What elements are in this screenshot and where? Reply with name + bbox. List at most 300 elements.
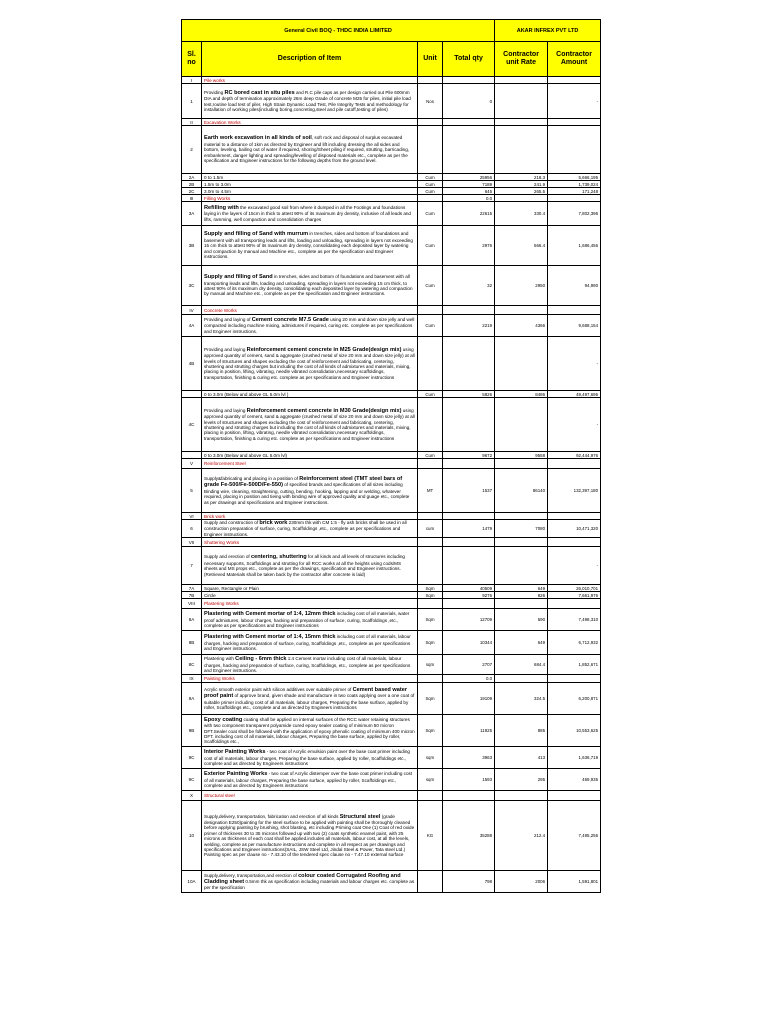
rate-cell	[495, 398, 548, 452]
section-number: V	[182, 459, 202, 469]
item-row	[182, 84, 601, 119]
amount-cell: 10,553,625	[548, 715, 601, 747]
description-emphasis: centering, shuttering	[251, 554, 307, 561]
amount-cell: 92,444,976	[548, 452, 601, 459]
amount-cell	[548, 306, 601, 315]
amount-cell: 1,686,456	[548, 226, 601, 266]
section-title: Pile works	[202, 77, 418, 84]
section-number: VI	[182, 513, 202, 520]
item-number: 7	[182, 547, 202, 585]
amount-cell: -	[548, 398, 601, 452]
item-row	[182, 683, 601, 715]
section-title: Filling Works	[202, 195, 418, 202]
unit-cell	[418, 599, 443, 609]
item-row	[182, 202, 601, 226]
amount-cell: 7,495,256	[548, 801, 601, 871]
qty-cell: 1593	[443, 769, 495, 791]
item-description	[202, 520, 418, 538]
rate-cell	[495, 459, 548, 469]
qty-cell: 0.0	[443, 675, 495, 683]
rate-cell: 265.5	[495, 188, 548, 195]
description-body: and R.C pile caps as per design carried out Pile 600mm DIA and depth of termination approximately 26m deep Grade of concrete M25 for piles, initial pile load test,routine load test of piler, High Strain Dynamic Load Test, Pile Integrity Tests and methodology for installation of working piles(including boring,concreting,steel and pile cutoff,testing of piles)	[204, 89, 411, 112]
section-title: Shuttering Works	[202, 538, 418, 547]
unit-cell: Nos	[418, 84, 443, 119]
qty-cell	[443, 791, 495, 801]
col-total-qty: Total qty	[443, 42, 495, 77]
amount-cell: 1,591,801	[548, 871, 601, 893]
rate-cell	[495, 675, 548, 683]
item-number: 10	[182, 801, 202, 871]
amount-cell: 132,397,180	[548, 469, 601, 513]
rate-cell: 590	[495, 609, 548, 631]
rate-cell: 212.4	[495, 801, 548, 871]
description-lead: Providing and laying of	[204, 316, 252, 322]
section-row	[182, 459, 601, 469]
amount-cell: 1,739,024	[548, 181, 601, 188]
unit-cell	[418, 675, 443, 683]
description-lead: Acrylic smooth exterior paint with silicon additives over suitable primer of	[204, 686, 353, 692]
col-rate: Contractor unit Rate	[495, 42, 548, 77]
unit-cell: sqm	[418, 747, 443, 769]
description-lead: Supply and construction of	[204, 520, 260, 525]
qty-cell: 9672	[443, 452, 495, 459]
section-row	[182, 538, 601, 547]
description-body: using approved quantity of cement, sand & aggregate (crushed metal of size 20 mm and down size jelly) at all levels of structures and shapes excluding the cost of reinforcement and fabricating, centering, shuttering and strutting charges but including the cost of all kinds of admixtures and materials, mixing, placing in position, lifting, vibrating, needle vibrated consolidation,necessary scaffoldings, transportation, finishing & curing etc. complete as per specifications and Engineer instructions	[204, 346, 415, 380]
item-number: 5	[182, 469, 202, 513]
item-description	[202, 715, 418, 747]
item-row	[182, 769, 601, 791]
boq-body	[182, 20, 601, 893]
section-row	[182, 77, 601, 84]
section-number: IV	[182, 306, 202, 315]
amount-cell: 7,498,310	[548, 609, 601, 631]
item-number: 7B	[182, 592, 202, 599]
qty-cell	[443, 459, 495, 469]
item-row	[182, 655, 601, 675]
qty-cell	[443, 126, 495, 174]
sub-item-row	[182, 188, 601, 195]
item-number: 3A	[182, 202, 202, 226]
sub-item-row	[182, 181, 601, 188]
item-description: 0 to 1.5m	[202, 174, 418, 181]
qty-cell: 19109	[443, 683, 495, 715]
boq-table	[181, 19, 601, 893]
unit-cell: Sqm	[418, 631, 443, 655]
item-number: 2C	[182, 188, 202, 195]
item-description	[202, 202, 418, 226]
section-row	[182, 675, 601, 683]
description-emphasis: Cement based water proof paint	[204, 686, 407, 700]
amount-cell: 6,712,932	[548, 631, 601, 655]
qty-cell: 10344	[443, 631, 495, 655]
item-description	[202, 871, 418, 893]
section-row	[182, 599, 601, 609]
item-row	[182, 520, 601, 538]
qty-cell: 11925	[443, 715, 495, 747]
rate-cell: 330.4	[495, 202, 548, 226]
item-row	[182, 337, 601, 391]
item-number: 2	[182, 126, 202, 174]
amount-cell: 1,636,719	[548, 747, 601, 769]
qty-cell: 3963	[443, 747, 495, 769]
amount-cell: -	[548, 547, 601, 585]
unit-cell	[418, 871, 443, 893]
amount-cell	[548, 459, 601, 469]
rate-cell	[495, 791, 548, 801]
unit-cell: Cum	[418, 174, 443, 181]
item-number: 2A	[182, 174, 202, 181]
unit-cell	[418, 791, 443, 801]
item-description	[202, 315, 418, 337]
qty-cell: 35288	[443, 801, 495, 871]
section-title: Concrete Works	[202, 306, 418, 315]
section-number: IX	[182, 675, 202, 683]
description-lead: Supply&fabricating and placing in a position of	[204, 475, 300, 481]
item-row	[182, 266, 601, 306]
qty-cell: 798	[443, 871, 495, 893]
rate-cell: 684.4	[495, 655, 548, 675]
qty-cell: 40509	[443, 585, 495, 592]
col-amount: Contractor Amount	[548, 42, 601, 77]
description-emphasis: Refilling with	[204, 204, 239, 211]
section-row	[182, 195, 601, 202]
contractor-name: AKAR INFREX PVT LTD	[495, 20, 601, 42]
unit-cell: Cum	[418, 452, 443, 459]
amount-cell: 171,248	[548, 188, 601, 195]
description-body: coating shall be applied on internal surfaces of the RCC water retaining structures with two component transparent polyamide cured epoxy sealer coating of minimum 50 micron DFT.Sealer coat shall be followed with the application of epoxy phenolic coating of minimum 400 micron DFT. including cost of all materials, labour charges, Preparing the base surface, applied by roller, Scaffoldings etc.,	[204, 716, 415, 745]
qty-cell: 2219	[443, 315, 495, 337]
unit-cell: MT	[418, 469, 443, 513]
item-description: 0 to 3.0m (Below and above GL 5.0m lvl)	[202, 452, 418, 459]
description-lead: Supply,delivery, transportation,and erection of	[204, 872, 299, 878]
amount-cell: 7,661,976	[548, 592, 601, 599]
section-number: VII	[182, 538, 202, 547]
description-body: - two coat of Acrylic distemper over the base coat primer including cost of all materials, labour charges, Preparing the base surface, applied by roller, Scaffoldings etc., complete and as directed by Engineers instructions	[204, 771, 413, 788]
section-title: Plastering Works	[202, 599, 418, 609]
description-emphasis: Reinforcement steel (TMT steel bars of grade Fe-500/Fe-500D/Fe-550)	[204, 475, 403, 489]
item-number: 4A	[182, 315, 202, 337]
amount-cell: 9,688,154	[548, 315, 601, 337]
unit-cell	[418, 459, 443, 469]
unit-cell: Cum	[418, 391, 443, 398]
sub-item-row	[182, 452, 601, 459]
description-lead: Providing	[204, 89, 225, 95]
item-number: 4B	[182, 337, 202, 391]
description-body: of specified brands and specifications of all sizes including Binding wire, cleaning, straightening, cutting, bending, hooking, lapping and or welding, whatever required, placing in position and tieing with binding wire of approved quality and guage etc., complete as per drawings and specifications and Engineer instructions.	[204, 482, 410, 505]
description-emphasis: Epoxy coating	[204, 716, 243, 723]
section-title: Excavation Works	[202, 119, 418, 126]
amount-cell: 10,471,320	[548, 520, 601, 538]
item-number: 6	[182, 520, 202, 538]
section-number: III	[182, 195, 202, 202]
description-emphasis: Interior Painting Works	[204, 749, 266, 756]
item-description	[202, 126, 418, 174]
unit-cell	[418, 119, 443, 126]
description-lead: Providing and laying	[204, 407, 247, 413]
item-number: 8A	[182, 609, 202, 631]
amount-cell: -	[548, 337, 601, 391]
qty-cell: 0.0	[443, 195, 495, 202]
column-header-row	[182, 42, 601, 77]
qty-cell: 22615	[443, 202, 495, 226]
unit-cell	[418, 398, 443, 452]
item-description	[202, 226, 418, 266]
section-number: VIII	[182, 599, 202, 609]
rate-cell	[495, 84, 548, 119]
amount-cell	[548, 599, 601, 609]
qty-cell	[443, 513, 495, 520]
unit-cell: Sqm	[418, 609, 443, 631]
unit-cell	[418, 306, 443, 315]
rate-cell: 324.5	[495, 683, 548, 715]
item-number: 1	[182, 84, 202, 119]
amount-cell: 94,990	[548, 266, 601, 306]
item-row	[182, 715, 601, 747]
item-description: 0 to 3.0m (Below and above GL 5.0m lvl )	[202, 391, 418, 398]
description-body: - two coat of Acrylic emulsion paint over the base coat primer including cost of all materials, labour charges, Preparing the base surface, applied by roller, Scaffoldings etc., complete and as directed by Engineers instructions	[204, 749, 410, 766]
unit-cell	[418, 547, 443, 585]
unit-cell: Cum	[418, 315, 443, 337]
col-unit: Unit	[418, 42, 443, 77]
qty-cell	[443, 599, 495, 609]
item-row	[182, 631, 601, 655]
description-body: (grade designation E250)painting for the steel surface to be applied with painting shall be thoroughly cleaned before applying painting by brushing, shot blasting, etc including Priming coat One (1) Coat of red oxide primer of thickness 30 to 35 microns followed up with two (2) coats synthetic enamel paint, with 25 microns as thickness of each coat shall be applied.includes all materials, labour cost, at all the levels, welding, complete as per manufacture instructions and complete in all respect as per drawings and specifications and Engineer instructions(SAIL, JSW Steel Ltd, Jindal Steel & Power, Tata steel Ltd.) Painting spec as per clause no - 7.43.10 of the tendered spec clause no - 7.47.10 external surface	[204, 813, 415, 858]
unit-cell	[418, 337, 443, 391]
col-sl-no: Sl. no	[182, 42, 202, 77]
rate-cell	[495, 538, 548, 547]
amount-cell	[548, 675, 601, 683]
amount-cell: 5,666,195	[548, 174, 601, 181]
item-description: Square, Rectangle or Plain	[202, 585, 418, 592]
rate-cell: 8486	[495, 391, 548, 398]
unit-cell: Cum	[418, 226, 443, 266]
rate-cell: 86140	[495, 469, 548, 513]
description-lead: Supply,delivery, transportation, fabrication and erection of all kinds	[204, 813, 340, 819]
item-row	[182, 398, 601, 452]
col-description: Description of Item	[202, 42, 418, 77]
amount-cell: 469,935	[548, 769, 601, 791]
unit-cell	[418, 195, 443, 202]
description-emphasis: Supply and filling of Sand	[204, 274, 273, 281]
rate-cell: 7080	[495, 520, 548, 538]
rate-cell: 826	[495, 592, 548, 599]
rate-cell	[495, 337, 548, 391]
rate-cell	[495, 599, 548, 609]
amount-cell: 26,010,701	[548, 585, 601, 592]
item-number: 3C	[182, 266, 202, 306]
qty-cell: 9276	[443, 592, 495, 599]
qty-cell	[443, 119, 495, 126]
description-lead: Supply and erection of	[204, 554, 251, 560]
section-number: II	[182, 119, 202, 126]
description-emphasis: brick work	[259, 520, 288, 526]
rate-cell: 885	[495, 715, 548, 747]
rate-cell	[495, 77, 548, 84]
amount-cell	[548, 538, 601, 547]
rate-cell: 649	[495, 585, 548, 592]
item-description	[202, 747, 418, 769]
unit-cell	[418, 77, 443, 84]
unit-cell: cum	[418, 520, 443, 538]
description-body: using 20 mm and down size jelly and well compacted including machine mixing, admixtures if required, curing etc. complete as per specifications and Engineer instructions.	[204, 316, 415, 334]
unit-cell: Cum	[418, 188, 443, 195]
section-title: Brick work	[202, 513, 418, 520]
description-emphasis: colour coated Corrugated Roofing and Cladding sheet	[204, 872, 401, 886]
section-title: Painting Works	[202, 675, 418, 683]
description-body: in trenches, sides and bottom of foundations and basement with all transporting leads and lifts, loading and unloading, spreading in layers not exceeding 15 cm thick to attest 90% of its maximum dry density, consolidating each deposited layer by watering and compaction by manual and Machine etc., complete as per the specification and Engineer instructions.	[204, 231, 413, 260]
unit-cell: Cum	[418, 181, 443, 188]
rate-cell: 2950	[495, 266, 548, 306]
item-description	[202, 398, 418, 452]
item-description	[202, 609, 418, 631]
description-lead: Providing and laying	[204, 346, 247, 352]
item-description	[202, 547, 418, 585]
sub-item-row	[182, 391, 601, 398]
title-row	[182, 20, 601, 42]
qty-cell: 25956	[443, 174, 495, 181]
amount-cell: 7,802,396	[548, 202, 601, 226]
item-number: 9C	[182, 747, 202, 769]
amount-cell: 1,852,671	[548, 655, 601, 675]
qty-cell	[443, 398, 495, 452]
item-row	[182, 469, 601, 513]
description-emphasis: RC bored cast in situ piles	[224, 89, 295, 96]
amount-cell: 6,200,871	[548, 683, 601, 715]
description-emphasis: Plastering with Cement mortar of 1:4, 12mm thick	[204, 611, 336, 618]
qty-cell: 5826	[443, 391, 495, 398]
qty-cell	[443, 77, 495, 84]
qty-cell: 0	[443, 84, 495, 119]
description-emphasis: Supply and filling of Sand with murrum	[204, 231, 309, 238]
qty-cell: 7189	[443, 181, 495, 188]
description-body: , soft rock and disposal of surplus excavated material to a distance of 1km as directed by Engineer and lift including dressing the all sides and bottom, leveling, bailing out of water if required, shoring/Sheet piling if required, strutting, barricading, embankment, danger lighting and spreading/levelling of disposed materials etc., complete as per the specification and Engineer instructions for the following depths from the ground level.	[204, 135, 410, 164]
rate-cell: 218.3	[495, 174, 548, 181]
rate-cell: 241.9	[495, 181, 548, 188]
unit-cell: Sqm	[418, 592, 443, 599]
unit-cell	[418, 126, 443, 174]
item-number: 7A	[182, 585, 202, 592]
item-number: 9B	[182, 715, 202, 747]
amount-cell	[548, 513, 601, 520]
amount-cell	[548, 119, 601, 126]
item-row	[182, 871, 601, 893]
item-description: 1.5m to 3.0m	[202, 181, 418, 188]
item-row	[182, 609, 601, 631]
rate-cell	[495, 547, 548, 585]
amount-cell	[548, 126, 601, 174]
section-title: Reinforcement Steel	[202, 459, 418, 469]
section-row	[182, 513, 601, 520]
rate-cell	[495, 126, 548, 174]
section-row	[182, 119, 601, 126]
item-number	[182, 452, 202, 459]
amount-cell: 49,497,696	[548, 391, 601, 398]
qty-cell: 2707	[443, 655, 495, 675]
unit-cell: Cum	[418, 266, 443, 306]
rate-cell	[495, 195, 548, 202]
description-emphasis: Reinforcement cement concrete in M30 Grade(design mix)	[246, 407, 402, 414]
amount-cell	[548, 791, 601, 801]
document-title: General Civil BOQ - THDC INDIA LIMITED	[182, 20, 495, 42]
unit-cell: KG	[418, 801, 443, 871]
description-body: the excavated good soil from where it dumped in all the Footings and foundations laying in the layers of 15cm in thick to attest 90% of its maximum dry density, inclusive of all leads and lifts, ramming, well compaction and consolidation charges	[204, 204, 411, 222]
description-body: in trenches, sides and bottom of foundations and basement with all transporting leads and lifts, loading and unloading, spreading in layers not exceeding 15 cm thick, to attest 90% of its maximum dry density, consolidating each deposited layer by watering and compaction by manual and Machine etc., complete as per the specification and Engineer instructions.	[204, 274, 413, 297]
section-row	[182, 306, 601, 315]
section-row	[182, 791, 601, 801]
unit-cell: sqm	[418, 769, 443, 791]
qty-cell: 12709	[443, 609, 495, 631]
description-body: 230mm thk with CM 1:5 - fly ash bricks shall be used in all construction preparation of surface, curing, Scaffoldings ,etc., complete as per specifications and Engineer instructions.	[204, 520, 407, 537]
section-number: X	[182, 791, 202, 801]
item-description	[202, 469, 418, 513]
rate-cell: 4366	[495, 315, 548, 337]
qty-cell	[443, 538, 495, 547]
rate-cell: 649	[495, 631, 548, 655]
item-row	[182, 801, 601, 871]
item-description	[202, 655, 418, 675]
unit-cell	[418, 538, 443, 547]
item-description: Circle	[202, 592, 418, 599]
unit-cell: Sqm	[418, 585, 443, 592]
section-title: Structural steel	[202, 791, 418, 801]
description-body: including cost of all materials, labour charges, hacking and preparation of surface, curing, Scaffoldings ,etc., complete as per specifications and Engineer instructions.	[204, 634, 411, 651]
description-body: of approve brand, given shade and manufacture in two coats applying over a one coat of suitable primer including cost of all materials, labour charges, Preparing the base surface, applied by roller, Scaffoldings etc., complete and as directed by Engineers instructions	[204, 693, 415, 711]
rate-cell: 566.4	[495, 226, 548, 266]
unit-cell: Cum	[418, 202, 443, 226]
item-row	[182, 315, 601, 337]
item-description	[202, 337, 418, 391]
description-emphasis: Ceiling - 6mm thick	[235, 656, 287, 663]
item-number: 2B	[182, 181, 202, 188]
rate-cell: 413	[495, 747, 548, 769]
item-description	[202, 769, 418, 791]
qty-cell: 32	[443, 266, 495, 306]
amount-cell	[548, 195, 601, 202]
description-body: including cost of all materials, water proof admixtures, labour charges, hacking and preparation of surface, curing, Scaffoldings ,etc., complete as per specifications and Engineer instructions	[204, 611, 410, 628]
sub-item-row	[182, 592, 601, 599]
item-number	[182, 391, 202, 398]
sub-item-row	[182, 585, 601, 592]
description-emphasis: Plastering with Cement mortar of 1:4, 15mm thick	[204, 634, 336, 641]
item-row	[182, 747, 601, 769]
item-number: 8C	[182, 655, 202, 675]
description-lead: Plastering with	[204, 656, 236, 662]
qty-cell: 2976	[443, 226, 495, 266]
rate-cell: 295	[495, 769, 548, 791]
description-emphasis: Structural steel	[339, 813, 381, 820]
unit-cell: Sqm	[418, 683, 443, 715]
qty-cell: 645	[443, 188, 495, 195]
item-description	[202, 801, 418, 871]
unit-cell	[418, 513, 443, 520]
item-number: 3B	[182, 226, 202, 266]
qty-cell	[443, 306, 495, 315]
rate-cell	[495, 119, 548, 126]
description-body: 0.5mm thk as specification including materials and labour charges etc. complete as per the specification	[204, 879, 415, 891]
qty-cell	[443, 337, 495, 391]
amount-cell: -	[548, 84, 601, 119]
amount-cell	[548, 77, 601, 84]
description-emphasis: Exterior Painting Works	[204, 771, 268, 778]
item-number: 4C	[182, 398, 202, 452]
qty-cell: 1479	[443, 520, 495, 538]
rate-cell: 9558	[495, 452, 548, 459]
qty-cell: 1537	[443, 469, 495, 513]
item-row	[182, 547, 601, 585]
description-emphasis: Earth work excavation in all kinds of soil	[204, 135, 312, 142]
item-row	[182, 226, 601, 266]
section-number: I	[182, 77, 202, 84]
